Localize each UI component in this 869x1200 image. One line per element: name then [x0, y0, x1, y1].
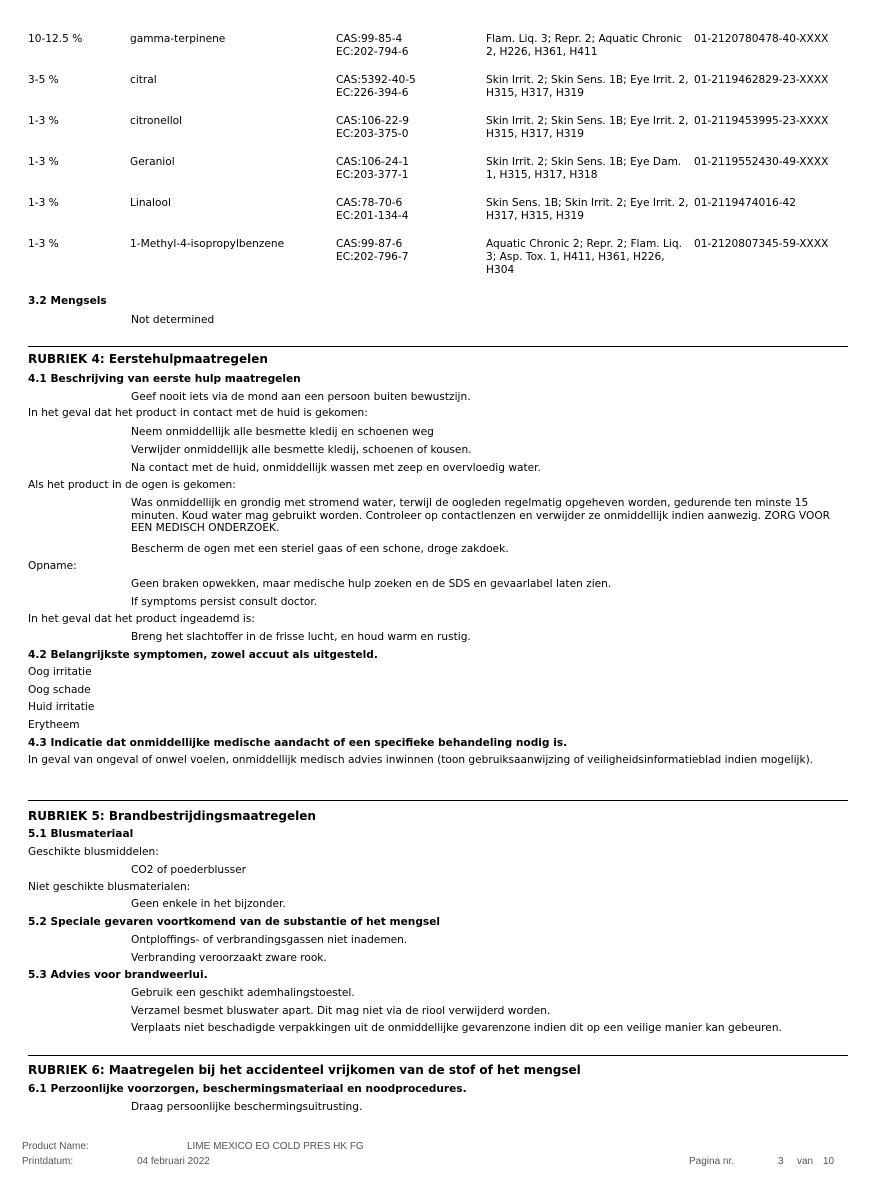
reach-number-cell: 01-2120780478-40-XXXX [694, 33, 829, 45]
identifiers-cell [336, 197, 486, 238]
inhalation-text: Breng het slachtoffer in de frisse lucht, en houd warm en rustig. [131, 631, 471, 643]
substance-name-cell: citral [130, 74, 157, 86]
cas-number: CAS:78-70-6 [336, 197, 403, 209]
footer-product-label: Product Name: [22, 1141, 89, 1152]
substance-name-cell: gamma-terpinene [130, 33, 226, 45]
components-table [28, 33, 848, 292]
advice-text: Verzamel besmet bluswater apart. Dit mag niet via de riool verwijderd worden. [131, 1005, 551, 1017]
cas-number: CAS:99-87-6 [336, 238, 403, 250]
suitable-text: CO2 of poederblusser [131, 864, 247, 876]
advice-text: Gebruik een geschikt ademhalingstoestel. [131, 987, 355, 999]
reach-number-cell: 01-2120807345-59-XXXX [694, 238, 829, 250]
footer-page-total: 10 [823, 1156, 835, 1167]
identifiers-cell [336, 156, 486, 197]
section-4-title: RUBRIEK 4: Eerstehulpmaatregelen [28, 352, 268, 366]
classification-cell: Aquatic Chronic 2; Repr. 2; Flam. Liq. 3; Asp. Tox. 1, H411, H361, H226, H304 [486, 238, 682, 276]
table-row [28, 74, 848, 115]
concentration-cell: 1-3 % [28, 115, 59, 127]
table-row [28, 238, 848, 292]
ec-number: EC:202-794-6 [336, 46, 409, 58]
reach-number-cell: 01-2119453995-23-XXXX [694, 115, 829, 127]
section-4-2-title: 4.2 Belangrijkste symptomen, zowel accuut als uitgesteld. [28, 649, 378, 661]
concentration-cell: 1-3 % [28, 156, 59, 168]
skin-text: Na contact met de huid, onmiddellijk wassen met zeep en overvloedig water. [131, 462, 541, 474]
divider [28, 800, 848, 801]
cas-number: CAS:106-22-9 [336, 115, 410, 127]
reach-number-cell: 01-2119474016-42 [694, 197, 797, 209]
table-row [28, 197, 848, 238]
skin-heading: In het geval dat het product in contact met de huid is gekomen: [28, 407, 368, 419]
table-row [28, 156, 848, 197]
footer-product-name: LIME MEXICO EO COLD PRES HK FG [187, 1141, 364, 1152]
mixtures-text: Not determined [131, 314, 215, 326]
concentration-cell: 1-3 % [28, 238, 59, 250]
symptom-item: Erytheem [28, 719, 80, 731]
ec-number: EC:201-134-4 [336, 210, 409, 222]
ec-number: EC:202-796-7 [336, 251, 409, 263]
eye-heading: Als het product in de ogen is gekomen: [28, 479, 236, 491]
symptom-item: Huid irritatie [28, 701, 95, 713]
identifiers-cell [336, 33, 486, 74]
ec-number: EC:203-375-0 [336, 128, 409, 140]
ec-number: EC:226-394-6 [336, 87, 409, 99]
section-6-title: RUBRIEK 6: Maatregelen bij het accidenteel vrijkomen van de stof of het mengsel [28, 1063, 581, 1077]
symptom-item: Oog irritatie [28, 666, 92, 678]
concentration-cell: 3-5 % [28, 74, 59, 86]
footer-page-of: van [797, 1156, 814, 1167]
skin-text: Neem onmiddellijk alle besmette kledij en schoenen weg [131, 426, 434, 438]
reach-number-cell: 01-2119462829-23-XXXX [694, 74, 829, 86]
substance-name-cell: Geraniol [130, 156, 175, 168]
hazard-text: Ontploffings- of verbrandingsgassen niet inademen. [131, 934, 408, 946]
ingestion-text: Geen braken opwekken, maar medische hulp zoeken en de SDS en gevaarlabel laten zien. [131, 578, 612, 590]
section-5-3-title: 5.3 Advies voor brandweerlui. [28, 969, 208, 981]
divider [28, 1055, 848, 1056]
cas-number: CAS:106-24-1 [336, 156, 410, 168]
medical-attention-text: In geval van ongeval of onwel voelen, onmiddellijk medisch advies inwinnen (toon gebruiksaanwijzing of veiligheidsinformatieblad indien mogelijk). [28, 754, 814, 766]
concentration-cell: 10-12.5 % [28, 33, 83, 45]
substance-name-cell: Linalool [130, 197, 171, 209]
unsuitable-heading: Niet geschikte blusmaterialen: [28, 881, 191, 893]
eye-text: Was onmiddellijk en grondig met stromend water, terwijl de oogleden regelmatig opgeheven worden, gedurende ten minste 15 minuten. Koud water mag gebruikt worden. Controleer op contactlenzen en verwijder ze onmiddellijk indien aanwezig. ZORG VOOR EEN MEDISCH ONDERZOEK. [131, 497, 831, 534]
section-4-3-title: 4.3 Indicatie dat onmiddellijke medische aandacht of een specifieke behandeling nodig is. [28, 737, 568, 749]
substance-name-cell: citronellol [130, 115, 183, 127]
ingestion-heading: Opname: [28, 560, 77, 572]
section-6-1-title: 6.1 Perzoonlijke voorzorgen, beschermingsmateriaal en noodprocedures. [28, 1083, 467, 1095]
footer-page-number: 3 [778, 1156, 784, 1167]
identifiers-cell [336, 238, 486, 292]
classification-cell: Skin Irrit. 2; Skin Sens. 1B; Eye Dam. 1, H315, H317, H318 [486, 156, 682, 181]
first-aid-text: Geef nooit iets via de mond aan een persoon buiten bewustzijn. [131, 391, 471, 403]
ec-number: EC:203-377-1 [336, 169, 409, 181]
divider [28, 346, 848, 347]
section-4-1-title: 4.1 Beschrijving van eerste hulp maatregelen [28, 373, 301, 385]
classification-cell: Skin Irrit. 2; Skin Sens. 1B; Eye Irrit. 2, H315, H317, H319 [486, 115, 689, 140]
reach-number-cell: 01-2119552430-49-XXXX [694, 156, 829, 168]
concentration-cell: 1-3 % [28, 197, 59, 209]
classification-cell: Skin Irrit. 2; Skin Sens. 1B; Eye Irrit. 2, H315, H317, H319 [486, 74, 689, 99]
section-5-1-title: 5.1 Blusmateriaal [28, 828, 134, 840]
section-5-2-title: 5.2 Speciale gevaren voortkomend van de substantie of het mengsel [28, 916, 441, 928]
inhalation-heading: In het geval dat het product ingeademd is: [28, 613, 255, 625]
components-body [28, 33, 848, 292]
advice-text: Verplaats niet beschadigde verpakkingen uit de onmiddellijke gevarenzone indien dit op een veilige manier kan gebeuren. [131, 1022, 782, 1034]
hazard-text: Verbranding veroorzaakt zware rook. [131, 952, 327, 964]
footer-print-label: Printdatum: [22, 1156, 74, 1167]
eye-text: Bescherm de ogen met een steriel gaas of een schone, droge zakdoek. [131, 543, 509, 555]
cas-number: CAS:5392-40-5 [336, 74, 416, 86]
skin-text: Verwijder onmiddellijk alle besmette kledij, schoenen of kousen. [131, 444, 472, 456]
table-row [28, 33, 848, 74]
footer-print-date: 04 februari 2022 [137, 1156, 210, 1167]
unsuitable-text: Geen enkele in het bijzonder. [131, 898, 286, 910]
section-3-2-title: 3.2 Mengsels [28, 295, 107, 307]
footer-page-label: Pagina nr. [689, 1156, 735, 1167]
section-5-title: RUBRIEK 5: Brandbestrijdingsmaatregelen [28, 809, 316, 823]
suitable-heading: Geschikte blusmiddelen: [28, 846, 159, 858]
table-row [28, 115, 848, 156]
cas-number: CAS:99-85-4 [336, 33, 403, 45]
classification-cell: Skin Sens. 1B; Skin Irrit. 2; Eye Irrit. 2, H317, H315, H319 [486, 197, 689, 222]
substance-name-cell: 1-Methyl-4-isopropylbenzene [130, 238, 285, 250]
ingestion-text: If symptoms persist consult doctor. [131, 596, 318, 608]
identifiers-cell [336, 74, 486, 115]
precautions-text: Draag persoonlijke beschermingsuitrusting. [131, 1101, 363, 1113]
classification-cell: Flam. Liq. 3; Repr. 2; Aquatic Chronic 2, H226, H361, H411 [486, 33, 682, 58]
symptom-item: Oog schade [28, 684, 91, 696]
identifiers-cell [336, 115, 486, 156]
